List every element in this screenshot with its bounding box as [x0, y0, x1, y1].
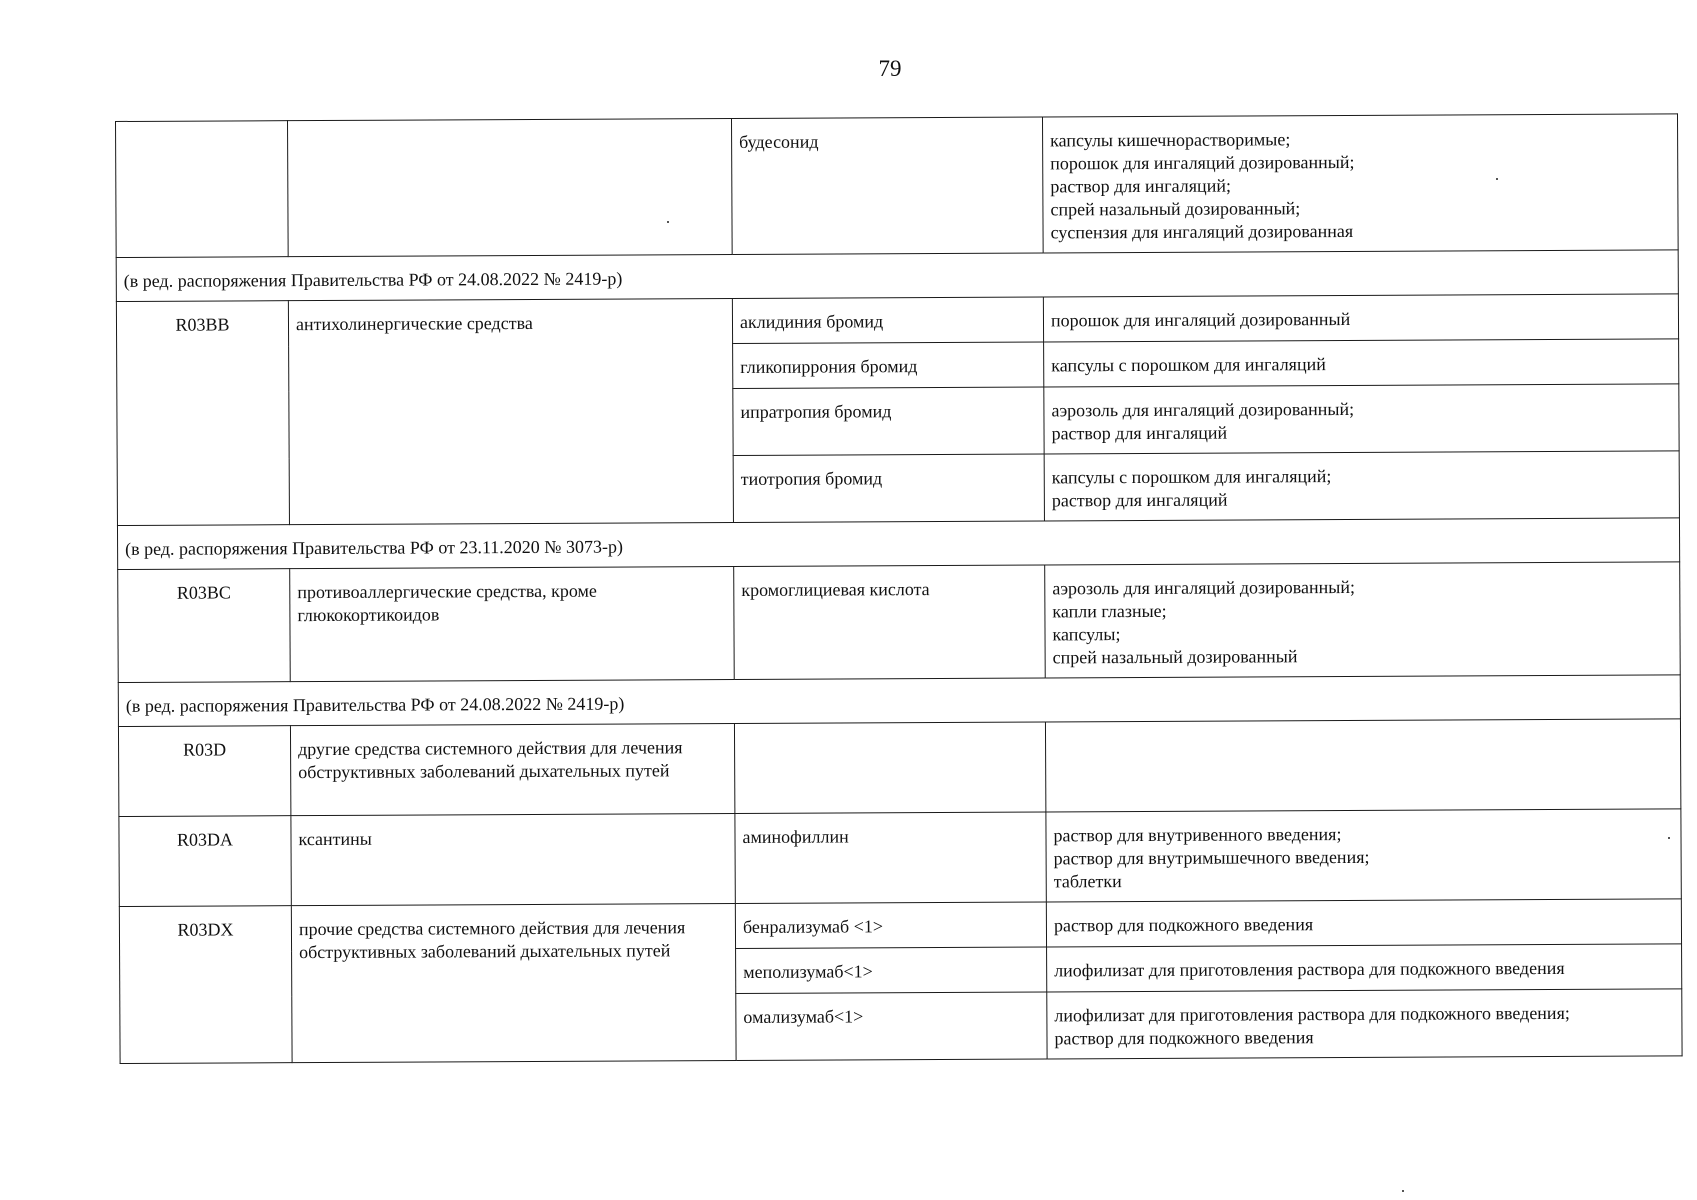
dosage-forms-cell [1046, 809, 1681, 902]
amendment-note-row [116, 250, 1678, 302]
drug-table [115, 113, 1683, 1064]
atc-code-cell: R03DA [119, 816, 291, 907]
dosage-forms-cell [1047, 944, 1682, 992]
drug-name-cell: кромоглициевая кислота [734, 565, 1046, 680]
atc-code-cell: R03BB [116, 301, 289, 526]
dosage-form: раствор для ингаляций [1051, 422, 1228, 444]
atc-code-cell: R03BC [118, 569, 291, 683]
drug-name-cell: будесонид [731, 117, 1043, 255]
dosage-form: аэрозоль для ингаляций дозированный; [1052, 576, 1356, 599]
drug-name-cell: меполизумаб<1> [736, 947, 1047, 994]
drug-name-cell: аклидиния бромид [732, 297, 1043, 344]
dosage-form: лиофилизат для приготовления раствора для подкожного введения [1054, 957, 1565, 981]
table-row [118, 719, 1680, 817]
amendment-note: (в ред. распоряжения Правительства РФ от 24.08.2022 № 2419-р) [116, 250, 1678, 302]
dosage-forms-cell [1044, 451, 1679, 521]
table-row [119, 809, 1681, 907]
drug-name-cell [734, 722, 1045, 814]
drug-name-cell: бенрализумаб <1> [735, 902, 1046, 949]
dosage-forms-cell [1043, 294, 1678, 342]
dosage-forms-cell [1046, 899, 1681, 947]
dosage-form: раствор для подкожного введения [1053, 914, 1314, 936]
table-row [118, 562, 1681, 683]
dosage-form: капсулы; [1052, 624, 1121, 645]
dosage-form: лиофилизат для приготовления раствора для подкожного введения; [1054, 1002, 1570, 1026]
dosage-forms-cell [1045, 719, 1680, 812]
amendment-note-row [118, 675, 1680, 727]
dosage-form: раствор для ингаляций [1051, 489, 1228, 511]
dosage-form: суспензия для ингаляций дозированная [1050, 220, 1354, 243]
dosage-form: раствор для внутримышечного введения; [1053, 846, 1370, 869]
dosage-form: таблетки [1053, 871, 1122, 892]
dosage-forms-cell [1044, 384, 1679, 454]
dosage-forms-cell [1045, 562, 1681, 678]
group-cell: антихолинергические средства [288, 298, 733, 524]
drug-name-cell: ипратропия бромид [733, 387, 1044, 456]
group-cell: другие средства системного действия для лечения обструктивных заболеваний дыхательных путей [290, 723, 734, 815]
dosage-form: капли глазные; [1052, 600, 1167, 622]
table-row [116, 294, 1678, 347]
group-cell: противоаллергические средства, кроме глюкокортикоидов [290, 566, 735, 681]
drug-name-cell: омализумаб<1> [736, 992, 1047, 1061]
atc-code-cell [116, 121, 289, 258]
scan-speck [667, 221, 669, 223]
dosage-form: капсулы кишечнорастворимые; [1050, 129, 1291, 151]
table-row [119, 899, 1681, 952]
dosage-form: спрей назальный дозированный [1052, 646, 1298, 668]
amendment-note: (в ред. распоряжения Правительства РФ от 23.11.2020 № 3073-р) [117, 518, 1679, 570]
amendment-note-row [117, 518, 1679, 570]
dosage-form: раствор для внутривенного введения; [1053, 824, 1342, 846]
dosage-form: спрей назальный дозированный; [1050, 198, 1301, 220]
scan-speck [1496, 178, 1498, 180]
page-number: 79 [878, 56, 902, 81]
dosage-form: раствор для подкожного введения [1054, 1027, 1314, 1049]
dosage-form: капсулы с порошком для ингаляций; [1051, 466, 1332, 488]
dosage-form: аэрозоль для ингаляций дозированный; [1051, 398, 1355, 421]
drug-name-cell: тиотропия бромид [733, 454, 1044, 523]
dosage-form: капсулы с порошком для ингаляций [1051, 354, 1326, 376]
atc-code-cell: R03D [118, 726, 290, 817]
scan-speck [1668, 837, 1670, 839]
group-cell: прочие средства системного действия для лечения обструктивных заболеваний дыхательных путей [291, 903, 736, 1062]
dosage-form: раствор для ингаляций; [1050, 175, 1231, 197]
drug-name-cell: гликопиррония бромид [733, 342, 1044, 389]
dosage-forms-cell [1042, 114, 1678, 253]
dosage-forms-cell [1047, 989, 1682, 1059]
dosage-form: порошок для ингаляций дозированный [1050, 308, 1351, 331]
dosage-form: порошок для ингаляций дозированный; [1050, 151, 1355, 174]
dosage-forms-cell [1044, 339, 1679, 387]
drug-name-cell: аминофиллин [735, 812, 1046, 904]
scan-speck [1402, 1190, 1404, 1192]
atc-code-cell: R03DX [119, 906, 292, 1064]
table-row [116, 114, 1679, 258]
amendment-note: (в ред. распоряжения Правительства РФ от 24.08.2022 № 2419-р) [118, 675, 1680, 727]
group-cell: ксантины [291, 813, 735, 905]
group-cell [288, 118, 733, 256]
